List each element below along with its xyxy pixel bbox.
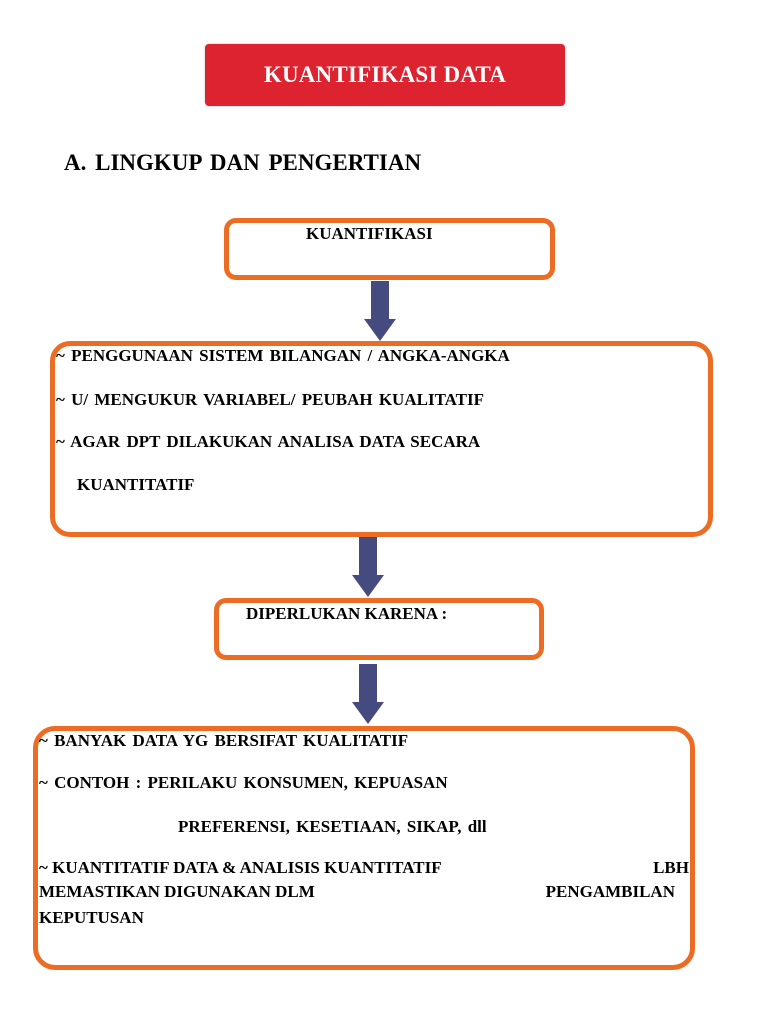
reason-line-4 [39,858,689,878]
title-text: KUANTIFIKASI DATA [263,62,507,87]
down-arrow-icon [352,664,384,726]
reason-line-6: KEPUTUSAN [39,908,144,927]
section-heading: A. LINGKUP DAN PENGERTIAN [64,150,422,175]
reason-line-5-right: PENGAMBILAN [545,882,675,901]
reason-line-5 [39,882,675,902]
title-banner [205,44,565,106]
reason-line-5-left: MEMASTIKAN DIGUNAKAN DLM [39,882,315,901]
box-diperlukan-label: DIPERLUKAN KARENA : [246,604,448,623]
reason-line-3: PREFERENSI, KESETIAAN, SIKAP, dll [178,817,487,836]
box-kuantifikasi-label: KUANTIFIKASI [306,224,433,243]
reason-line-4-left: ~ KUANTITATIF DATA & ANALISIS KUANTITATIF [39,858,442,877]
reason-line-1: ~ BANYAK DATA YG BERSIFAT KUALITATIF [39,731,409,750]
down-arrow-icon [352,537,384,599]
definition-line-1: ~ PENGGUNAAN SISTEM BILANGAN / ANGKA-ANGKA [56,346,510,365]
definition-line-4: KUANTITATIF [77,475,195,494]
down-arrow-icon [364,281,396,343]
reason-line-4-right: LBH [653,858,689,877]
box-reasons [33,726,695,970]
definition-line-3: ~ AGAR DPT DILAKUKAN ANALISA DATA SECARA [56,432,481,451]
definition-line-2: ~ U/ MENGUKUR VARIABEL/ PEUBAH KUALITATIF [56,390,484,409]
reason-line-2: ~ CONTOH : PERILAKU KONSUMEN, KEPUASAN [39,773,448,792]
